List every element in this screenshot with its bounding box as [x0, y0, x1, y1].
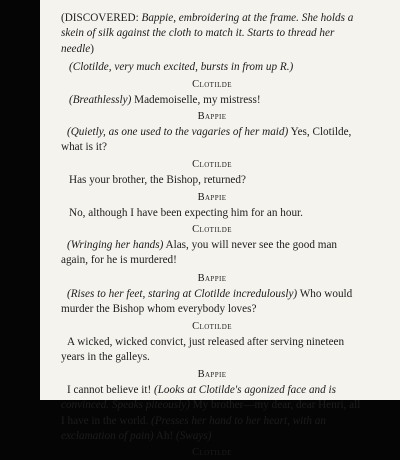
entrance-direction — [69, 60, 371, 75]
speaker-name: Clotilde — [192, 159, 232, 170]
entrance-text: (Clotilde, very much excited, bursts in from up R.) — [69, 61, 294, 73]
dialogue-line: (Rises to her feet, staring at Clotilde incredulously) Who would murder the Bishop whom everybody loves? — [61, 288, 353, 316]
dialogue-line: I cannot believe it! (Looks at Clotilde's agonized face and is convinced. Speaks piteously) My brother—my dear, dear Henri, all I have in the world. (Presses her hand to her heart, with an exclamation of pain) Ah! (Sways) — [61, 384, 361, 442]
speaker-name: Clotilde — [192, 224, 232, 235]
speaker-name: Bappie — [197, 273, 227, 284]
stage-prefix: (DISCOVERED: — [61, 12, 142, 24]
dialogue-line: Has your brother, the Bishop, returned? — [69, 174, 246, 186]
speaker-name: Clotilde — [192, 447, 232, 458]
stage-italic: Bappie, embroidering at the frame. She holds a skein of silk against the cloth to match it. Starts to thread her needle — [61, 12, 354, 55]
opening-stage-direction — [61, 11, 363, 57]
speaker-name: Bappie — [197, 192, 227, 203]
dialogue-line: (Quietly, as one used to the vagaries of her maid) Yes, Clotilde, what is it? — [61, 126, 352, 154]
speaker-name: Clotilde — [192, 79, 232, 90]
stage-suffix: ) — [90, 42, 94, 55]
speaker-name: Clotilde — [192, 321, 232, 332]
dialogue-line: (Breathlessly) Mademoiselle, my mistress! — [69, 94, 261, 106]
dialogue-line: No, although I have been expecting him for an hour. — [69, 207, 303, 219]
dialogue-line: (Wringing her hands) Alas, you will never see the good man again, for he is murdered! — [61, 239, 338, 267]
dialogue-line: A wicked, wicked convict, just released after serving nineteen years in the galleys. — [61, 336, 345, 364]
speaker-name: Bappie — [197, 369, 227, 380]
speaker-name: Bappie — [197, 111, 227, 122]
